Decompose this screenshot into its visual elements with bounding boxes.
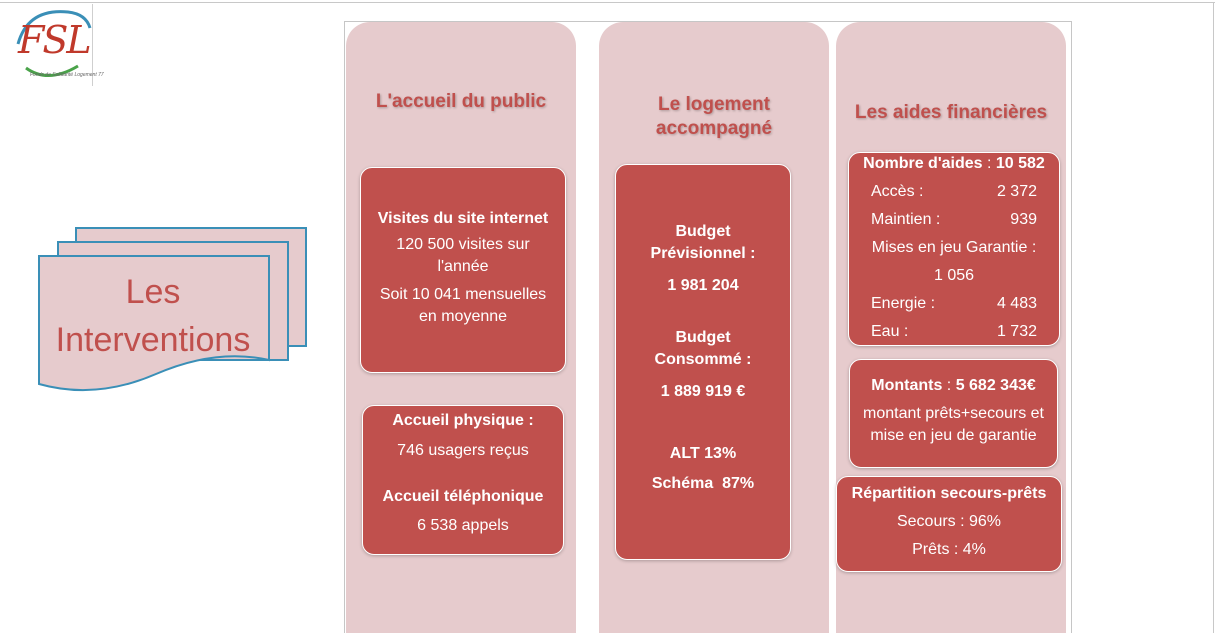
montants-sep: : bbox=[942, 377, 956, 394]
column-title-logement-line1: Le logement bbox=[658, 94, 770, 115]
budget-prev-label-2: Prévisionnel : bbox=[650, 245, 756, 262]
top-border bbox=[0, 2, 1215, 3]
aide-eau-value: 1 732 bbox=[996, 323, 1037, 340]
aide-row-eau bbox=[849, 321, 1059, 343]
budget-cons-label-1: Budget bbox=[675, 329, 731, 346]
side-title-line1: Les bbox=[125, 273, 181, 311]
column-aides bbox=[836, 22, 1066, 633]
column-title-accueil: L'accueil du public bbox=[375, 91, 547, 112]
nombre-aides-line bbox=[849, 153, 1059, 175]
site-title: Visites du site internet bbox=[377, 210, 549, 227]
nombre-aides-label: Nombre d'aides bbox=[863, 155, 983, 172]
montants-line bbox=[850, 375, 1057, 397]
montants-value: 5 682 343€ bbox=[955, 377, 1036, 394]
nombre-aides-box bbox=[848, 152, 1060, 346]
aide-acces-value: 2 372 bbox=[996, 183, 1037, 200]
budget-box bbox=[615, 164, 791, 560]
montants-desc-1: montant prêts+secours et bbox=[863, 405, 1044, 422]
garantie-value: 1 056 bbox=[933, 267, 975, 284]
repartition-prets: Prêts : 4% bbox=[912, 541, 986, 558]
aide-energie-label: Energie : bbox=[871, 295, 936, 312]
nombre-aides-value: 10 582 bbox=[995, 155, 1045, 172]
site-visits: 120 500 visites sur bbox=[396, 236, 530, 253]
aide-maintien-value: 939 bbox=[1010, 211, 1037, 228]
montants-desc-2: mise en jeu de garantie bbox=[870, 427, 1037, 444]
column-title-logement-line2: accompagné bbox=[655, 118, 773, 139]
column-title-aides: Les aides financières bbox=[854, 102, 1048, 123]
accueil-physique-box bbox=[362, 405, 564, 555]
budget-prev-value: 1 981 204 bbox=[667, 277, 739, 294]
schema-percent: Schéma 87% bbox=[651, 475, 755, 492]
nombre-aides-sep: : bbox=[982, 155, 996, 172]
aide-acces-label: Accès : bbox=[871, 183, 924, 200]
accueil-physique-value: 746 usagers reçus bbox=[397, 442, 529, 459]
montants-box bbox=[849, 359, 1058, 468]
garantie-label: Mises en jeu Garantie : bbox=[871, 239, 1037, 256]
aide-row-energie bbox=[849, 293, 1059, 315]
accueil-telephonique-value: 6 538 appels bbox=[417, 517, 509, 534]
alt-percent: ALT 13% bbox=[669, 445, 737, 462]
repartition-title: Répartition secours-prêts bbox=[851, 485, 1047, 502]
interventions-shape bbox=[36, 224, 308, 394]
aide-row-maintien bbox=[849, 209, 1059, 231]
aide-energie-value: 4 483 bbox=[996, 295, 1037, 312]
site-monthly-avg: en moyenne bbox=[418, 308, 508, 325]
aide-eau-label: Eau : bbox=[871, 323, 909, 340]
column-accueil bbox=[346, 22, 576, 633]
side-title-line2: Interventions bbox=[55, 321, 251, 359]
site-visits-year: l'année bbox=[437, 258, 489, 275]
budget-cons-value: 1 889 919 € bbox=[660, 383, 746, 400]
site-monthly: Soit 10 041 mensuelles bbox=[379, 286, 547, 303]
right-border bbox=[1213, 2, 1214, 633]
montants-label: Montants bbox=[871, 377, 943, 394]
column-title-logement bbox=[599, 93, 829, 141]
accueil-physique-title: Accueil physique : bbox=[392, 412, 534, 429]
logo-subtitle: Fonds de Solidarité Logement 77 bbox=[30, 72, 104, 78]
site-internet-box bbox=[360, 167, 566, 373]
fsl-logo bbox=[8, 4, 104, 86]
budget-cons-label-2: Consommé : bbox=[654, 351, 752, 368]
aide-maintien-label: Maintien : bbox=[871, 211, 941, 228]
logo-text: FSL bbox=[18, 18, 90, 62]
aide-row-acces bbox=[849, 181, 1059, 203]
accueil-telephonique-title: Accueil téléphonique bbox=[382, 488, 544, 505]
repartition-secours: Secours : 96% bbox=[896, 513, 1002, 530]
budget-prev-label-1: Budget bbox=[675, 223, 731, 240]
column-logement bbox=[599, 22, 829, 633]
repartition-box bbox=[836, 476, 1062, 572]
